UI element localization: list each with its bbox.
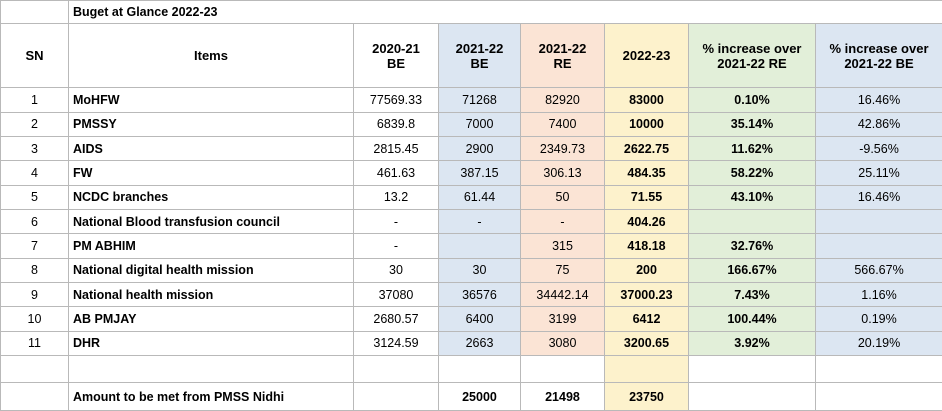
cell-pct-over-re: 7.43% [689,283,816,307]
cell-pct-over-be: 566.67% [816,258,942,282]
spacer-cell-2022-23 [605,356,689,383]
cell-be-2021-22: 36576 [439,283,521,307]
cell-be-2021-22: 387.15 [439,161,521,185]
cell-pct-over-be [816,209,942,233]
cell-sn: 9 [1,283,69,307]
table-row [1,161,942,185]
cell-pct-over-be: 1.16% [816,283,942,307]
cell-2022-23: 3200.65 [605,331,689,355]
spacer-cell-pct-over-re [689,356,816,383]
spacer-cell-item [69,356,354,383]
cell-2022-23: 6412 [605,307,689,331]
header-line-2: RE [553,55,572,71]
cell-sn: 11 [1,331,69,355]
cell-pct-over-re [689,209,816,233]
cell-sn: 10 [1,307,69,331]
header-line-2: BE [470,55,489,71]
table-row [1,112,942,136]
cell-re-2021-22: 306.13 [521,161,605,185]
cell-be-2021-22: 7000 [439,112,521,136]
cell-re-2021-22: 75 [521,258,605,282]
header-line-1: 2021-22 [538,40,587,56]
footer-cell-be-2020-21 [354,383,439,411]
spacer-cell-re-2021-22 [521,356,605,383]
footer-cell-sn [1,383,69,411]
table-row [1,283,942,307]
column-header-pct-increase-over-be [816,24,942,88]
column-header-2022-23 [605,24,689,88]
table-row [1,136,942,160]
table-row [1,88,942,112]
cell-pct-over-re: 100.44% [689,307,816,331]
footer-label: Amount to be met from PMSS Nidhi [69,383,354,411]
header-row [1,24,942,88]
column-header-re-2021-22 [521,24,605,88]
title-row [1,1,942,24]
column-header-pct-increase-over-re [689,24,816,88]
cell-be-2020-21: - [354,234,439,258]
table-row [1,258,942,282]
cell-pct-over-re: 166.67% [689,258,816,282]
table-row [1,331,942,355]
cell-item: DHR [69,331,354,355]
cell-be-2020-21: 6839.8 [354,112,439,136]
cell-be-2021-22: 2663 [439,331,521,355]
footer-cell-pct-over-re [689,383,816,411]
cell-2022-23: 484.35 [605,161,689,185]
header-line-2: 2021-22 RE [717,55,787,71]
cell-pct-over-re: 0.10% [689,88,816,112]
cell-pct-over-re: 11.62% [689,136,816,160]
cell-be-2021-22: 2900 [439,136,521,160]
cell-2022-23: 71.55 [605,185,689,209]
cell-re-2021-22: 3199 [521,307,605,331]
cell-be-2021-22: - [439,209,521,233]
title-row-blank [1,1,69,24]
cell-pct-over-re: 43.10% [689,185,816,209]
cell-pct-over-be: 16.46% [816,88,942,112]
page-title: Buget at Glance 2022-23 [69,1,942,24]
header-line-1: 2020-21 [372,40,420,56]
cell-re-2021-22: 315 [521,234,605,258]
cell-item: National digital health mission [69,258,354,282]
cell-be-2020-21: - [354,209,439,233]
footer-cell-re-2021-22: 21498 [521,383,605,411]
cell-re-2021-22: - [521,209,605,233]
cell-be-2020-21: 2680.57 [354,307,439,331]
spacer-cell-be-2020-21 [354,356,439,383]
footer-cell-2022-23: 23750 [605,383,689,411]
cell-re-2021-22: 7400 [521,112,605,136]
cell-be-2020-21: 3124.59 [354,331,439,355]
cell-2022-23: 404.26 [605,209,689,233]
footer-row [1,383,942,411]
cell-be-2020-21: 77569.33 [354,88,439,112]
cell-pct-over-be: 20.19% [816,331,942,355]
cell-be-2021-22: 30 [439,258,521,282]
cell-be-2020-21: 30 [354,258,439,282]
cell-be-2020-21: 2815.45 [354,136,439,160]
header-line-2: 2021-22 BE [844,55,914,71]
cell-be-2020-21: 461.63 [354,161,439,185]
column-header-sn: SN [1,24,69,88]
cell-pct-over-be [816,234,942,258]
spacer-cell-pct-over-be [816,356,942,383]
spacer-cell-be-2021-22 [439,356,521,383]
cell-sn: 2 [1,112,69,136]
cell-be-2021-22: 71268 [439,88,521,112]
cell-sn: 5 [1,185,69,209]
cell-2022-23: 83000 [605,88,689,112]
cell-item: AIDS [69,136,354,160]
cell-item: PMSSY [69,112,354,136]
cell-item: NCDC branches [69,185,354,209]
cell-sn: 7 [1,234,69,258]
cell-2022-23: 10000 [605,112,689,136]
header-line-1: 2021-22 [455,40,504,56]
cell-item: PM ABHIM [69,234,354,258]
cell-2022-23: 37000.23 [605,283,689,307]
cell-pct-over-re: 3.92% [689,331,816,355]
cell-pct-over-re: 32.76% [689,234,816,258]
cell-be-2021-22: 6400 [439,307,521,331]
cell-re-2021-22: 2349.73 [521,136,605,160]
cell-sn: 8 [1,258,69,282]
cell-2022-23: 418.18 [605,234,689,258]
cell-be-2020-21: 37080 [354,283,439,307]
cell-sn: 3 [1,136,69,160]
cell-pct-over-be: 16.46% [816,185,942,209]
column-header-items: Items [69,24,354,88]
table-row [1,185,942,209]
cell-2022-23: 200 [605,258,689,282]
cell-be-2020-21: 13.2 [354,185,439,209]
cell-item: AB PMJAY [69,307,354,331]
cell-sn: 1 [1,88,69,112]
header-line-1: % increase over [829,40,929,56]
cell-sn: 4 [1,161,69,185]
cell-pct-over-re: 58.22% [689,161,816,185]
spacer-row [1,356,942,383]
cell-item: FW [69,161,354,185]
cell-item: MoHFW [69,88,354,112]
table-row [1,307,942,331]
footer-cell-pct-over-be [816,383,942,411]
table-row [1,234,942,258]
column-header-be-2020-21 [354,24,439,88]
cell-pct-over-be: -9.56% [816,136,942,160]
header-line-1: 2022-23 [622,48,671,64]
footer-cell-be-2021-22: 25000 [439,383,521,411]
spacer-cell-sn [1,356,69,383]
cell-re-2021-22: 82920 [521,88,605,112]
header-line-2: BE [386,55,406,71]
cell-sn: 6 [1,209,69,233]
cell-item: National Blood transfusion council [69,209,354,233]
header-line-1: % increase over [702,40,802,56]
cell-be-2021-22 [439,234,521,258]
cell-pct-over-be: 0.19% [816,307,942,331]
cell-pct-over-re: 35.14% [689,112,816,136]
cell-be-2021-22: 61.44 [439,185,521,209]
cell-pct-over-be: 42.86% [816,112,942,136]
cell-item: National health mission [69,283,354,307]
cell-re-2021-22: 50 [521,185,605,209]
cell-re-2021-22: 34442.14 [521,283,605,307]
table-row [1,209,942,233]
cell-pct-over-be: 25.11% [816,161,942,185]
column-header-be-2021-22 [439,24,521,88]
cell-re-2021-22: 3080 [521,331,605,355]
cell-2022-23: 2622.75 [605,136,689,160]
